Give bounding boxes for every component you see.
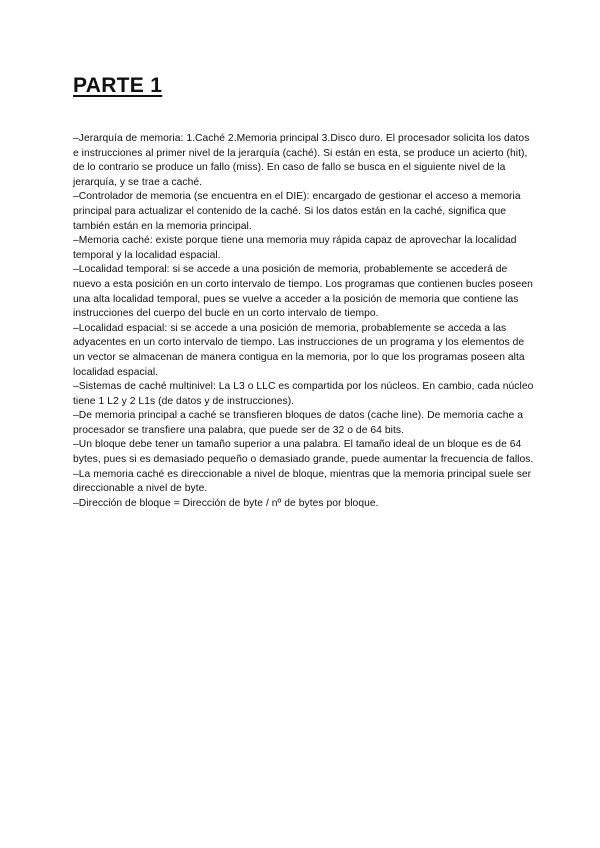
paragraph-localidad-temporal: –Localidad temporal: si se accede a una posición de memoria, probablemente se accederá de nuevo a esta posición en un corto intervalo de tiempo. Los programas que contienen bucles poseen una alta localidad temporal, pues se vuelve a acceder a la posición de memoria que contiene las instrucciones del cuerpo del bucle en un corto intervalo de tiempo. bbox=[73, 264, 533, 320]
paragraph-tamano-bloque: –Un bloque debe tener un tamaño superior a una palabra. El tamaño ideal de un bloque es de 64 bytes, pues si es demasiado pequeño o demasiado grande, puede aumentar la frecuencia de fallos. bbox=[73, 439, 534, 466]
paragraph-controlador-memoria: –Controlador de memoria (se encuentra en el DIE): encargado de gestionar el acceso a memoria principal para actualizar el contenido de la caché. Si los datos están en la caché, significa que también están en la memoria principal. bbox=[73, 191, 521, 232]
paragraph-jerarquia-memoria: –Jerarquía de memoria: 1.Caché 2.Memoria principal 3.Disco duro. El procesador solicita los datos e instrucciones al primer nivel de la jerarquía (caché). Si están en esta, se produce un acierto (hit), de lo contrario se produce un fallo (miss). En caso de fallo se busca en el siguiente nivel de la jerarquía, y se trae a caché. bbox=[73, 133, 530, 188]
paragraph-direccionamiento: –La memoria caché es direccionable a nivel de bloque, mientras que la memoria principal suele ser direccionable a nivel de byte. bbox=[73, 468, 532, 495]
paragraph-cache-multinivel: –Sistemas de caché multinivel: La L3 o LLC es compartida por los núcleos. En cambio, cada núcleo tiene 1 L2 y 2 L1s (de datos y de instrucciones). bbox=[73, 381, 534, 407]
paragraph-memoria-cache: –Memoria caché: existe porque tiene una memoria muy rápida capaz de aprovechar la localidad temporal y la localidad espacial. bbox=[73, 235, 517, 261]
paragraph-transferencia-bloques: –De memoria principal a caché se transfieren bloques de datos (cache line). De memoria cache a procesador se transfiere una palabra, que puede ser de 32 o de 64 bits. bbox=[73, 410, 523, 436]
paragraph-direccion-bloque: –Dirección de bloque = Dirección de byte / nº de bytes por bloque. bbox=[73, 497, 379, 509]
paragraph-localidad-espacial: –Localidad espacial: si se accede a una posición de memoria, probablemente se acceda a las adyacentes en un corto intervalo de tiempo. Las instrucciones de un programa y los elementos de un vector se almacenan de manera contigua en la memoria, por lo que los programas poseen alta localidad espacial. bbox=[73, 322, 525, 378]
document-body bbox=[73, 132, 535, 511]
page-title: PARTE 1 bbox=[73, 74, 163, 97]
